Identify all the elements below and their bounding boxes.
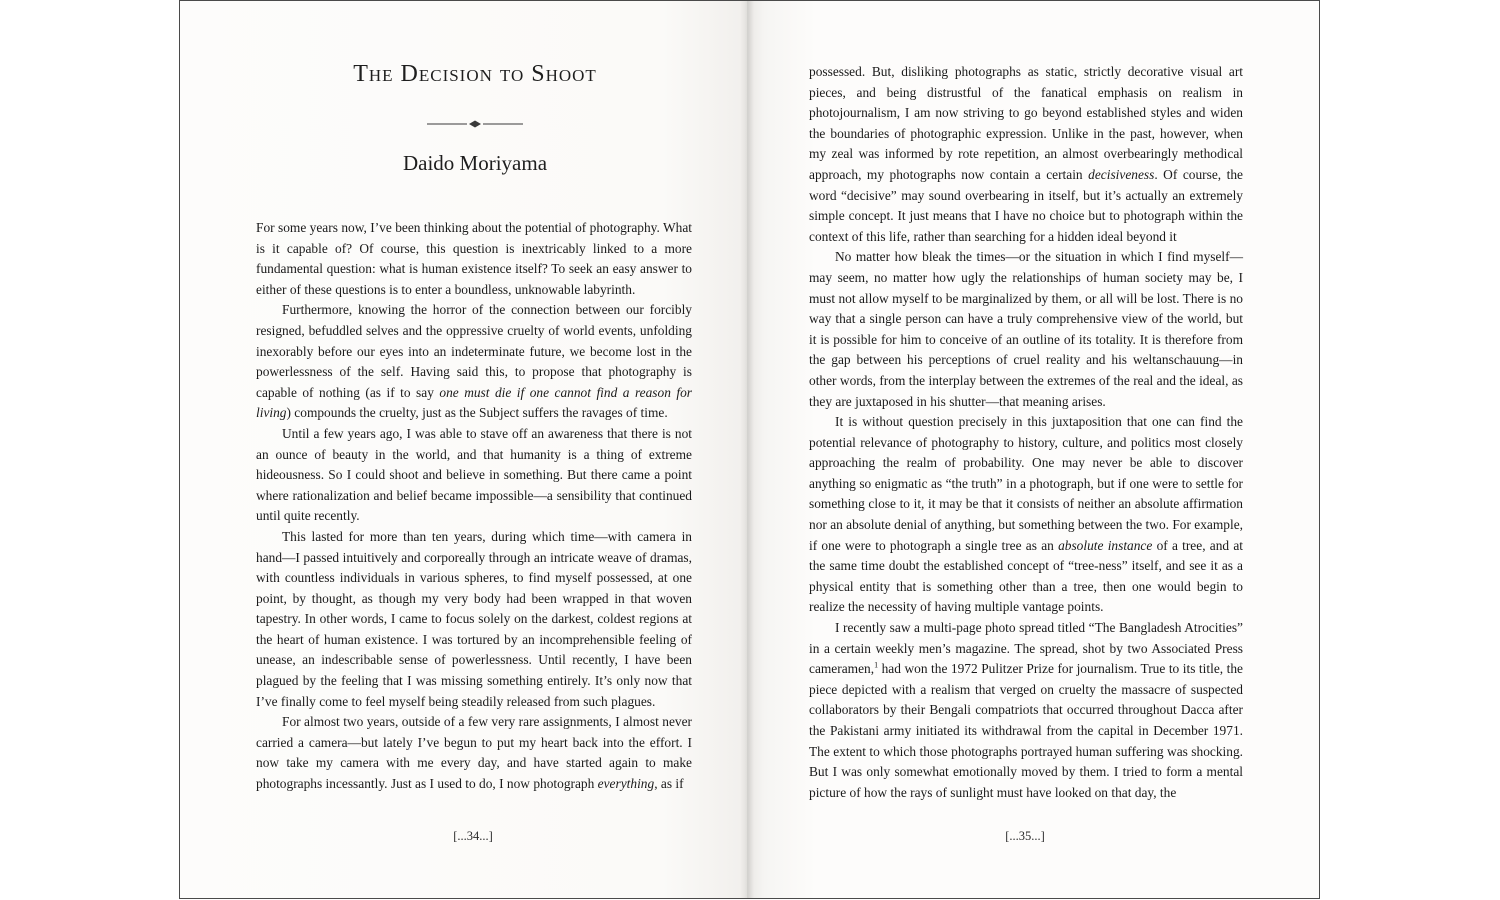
right-page — [747, 1, 1320, 898]
text-run: For almost two years, outside of a few very rare assignments, I almost never carried a camera—but lately I’ve begun to put my heart back into the effort. I now take my camera with me every day, and have started again to make photographs incessantly. Just as I used to do, I now photograph — [256, 714, 692, 792]
paragraph — [256, 300, 692, 424]
body-text-right — [809, 62, 1243, 803]
page-number-right: [...35...] — [1005, 829, 1045, 843]
paragraph — [809, 247, 1243, 412]
text-run: had won the 1972 Pulitzer Prize for journalism. True to its title, the piece depicted with a realism that verged on cruelty the massacre of suspected collaborators by their Bengali compatriots that occurred throughout Dacca after the Pakistani army initiated its withdrawal from the capital in December 1971. The extent to which those photographs portrayed human suffering was shocking. But I was only somewhat emotionally moved by them. I tried to form a mental picture of how the rays of sunlight must have looked on that day, the — [809, 661, 1243, 800]
left-page — [180, 1, 747, 898]
body-text-left — [256, 218, 692, 795]
text-run: This lasted for more than ten years, during which time—with camera in hand—I passed intuitively and corporeally through an intricate weave of dramas, with countless individuals in various spheres, to find myself possessed, at one point, by thought, as though my very body had been wrapped in that woven tapestry. In other words, I came to focus solely on the darkest, coldest regions at the heart of human existence. I was tortured by an incomprehensible feeling of unease, an indescribable sense of powerlessness. Until recently, I have been plagued by the feeling that I was missing something entirely. It’s only now that I’ve finally come to feel myself being steadily released from such plagues. — [256, 528, 692, 709]
text-run: No matter how bleak the times—or the situation in which I find myself—may seem, no matter how ugly the relationships of human society may be, I must not allow myself to be marginalized by them, or all will be lost. There is no way that a single person can have a truly comprehensive view of the world, but it is possible for him to conceive of an outline of its totality. It is therefore from the gap between his perceptions of cruel reality and his weltanschauung—in other words, from the interplay between the extremes of the real and the ideal, as they are juxtaposed in his shutter—that meaning arises. — [809, 249, 1243, 409]
author-name: Daido Moriyama — [402, 151, 548, 175]
text-run: . Of course, the word “decisive” may sound overbearing in itself, but it’s actually an extremely simple concept. It just means that I have no choice but to photograph within the context of this life, rather than searching for a hidden ideal beyond it — [809, 166, 1243, 244]
text-run: Until a few years ago, I was able to stave off an awareness that there is not an ounce of beauty in the world, and that humanity is a thing of extreme hideousness. So I could shoot and believe in something. But there came a point where rationalization and belief became impossible—a sensibility that continued until quite recently. — [256, 425, 692, 524]
paragraph — [256, 218, 692, 300]
text-run: I recently saw a multi-page photo spread titled “The Bangladesh Atrocities” in a certain weekly men’s magazine. The spread, shot by two Associated Press cameramen, — [809, 620, 1243, 677]
paragraph — [256, 527, 692, 712]
italic-text: one must die if one cannot find a reason for living — [256, 384, 692, 421]
italic-text: everything — [597, 776, 655, 792]
book-gutter — [740, 1, 754, 898]
paragraph — [809, 618, 1243, 803]
footnote-marker: 1 — [874, 660, 879, 670]
text-run: Furthermore, knowing the horror of the connection between our forcibly resigned, befuddled selves and the oppressive cruelty of world events, unfolding inexorably before our eyes into an indeterminate future, we become lost in the powerlessness of the self. Having said this, to propose that photography is capable of nothing (as if to say — [256, 302, 692, 400]
text-run: possessed. But, disliking photographs as static, strictly decorative visual art pieces, and being distrustful of the fanatical emphasis on realism in photojournalism, I am now striving to go beyond established styles and widen the boundaries of photographic expression. Unlike in the past, however, when my zeal was informed by rote repetition, an almost overbearingly methodical approach, my photographs now contain a certain — [809, 64, 1243, 182]
ornament-divider-icon — [425, 118, 525, 130]
text-run: For some years now, I’ve been thinking about the potential of photography. What is it capable of? Of course, this question is inextricably linked to a more fundamental question: what is human existence itself? To seek an easy answer to either of these questions is to enter a boundless, unknowable labyrinth. — [256, 220, 692, 297]
italic-text: absolute instance — [1058, 537, 1153, 553]
paragraph — [809, 62, 1243, 247]
italic-text: decisiveness — [1088, 166, 1155, 182]
text-run: It is without question precisely in this juxtaposition that one can find the potential relevance of photography to history, culture, and politics most closely approaching the realm of probability. One may never be able to discover anything so enigmatic as “the truth” in a photograph, but if one were to settle for something close to it, it may be that it consists of neither an absolute affirmation nor an absolute denial of anything, but something between the two. For example, if one were to photograph a single tree as an — [809, 414, 1243, 553]
text-run: of a tree, and at the same time doubt the established concept of “tree-ness” itself, and see it as a physical entity that is something other than a tree, then one would begin to realize the necessity of having multiple vantage points. — [809, 537, 1244, 615]
chapter-title: The Decision to Shoot — [353, 61, 597, 87]
book-spread — [179, 0, 1320, 899]
paragraph — [256, 424, 692, 527]
paragraph — [256, 712, 692, 794]
text-run: ) compounds the cruelty, just as the Subject suffers the ravages of time. — [286, 405, 668, 421]
text-run: , as if — [654, 776, 684, 792]
page-number-left: [...34...] — [453, 829, 493, 843]
paragraph — [809, 412, 1243, 618]
